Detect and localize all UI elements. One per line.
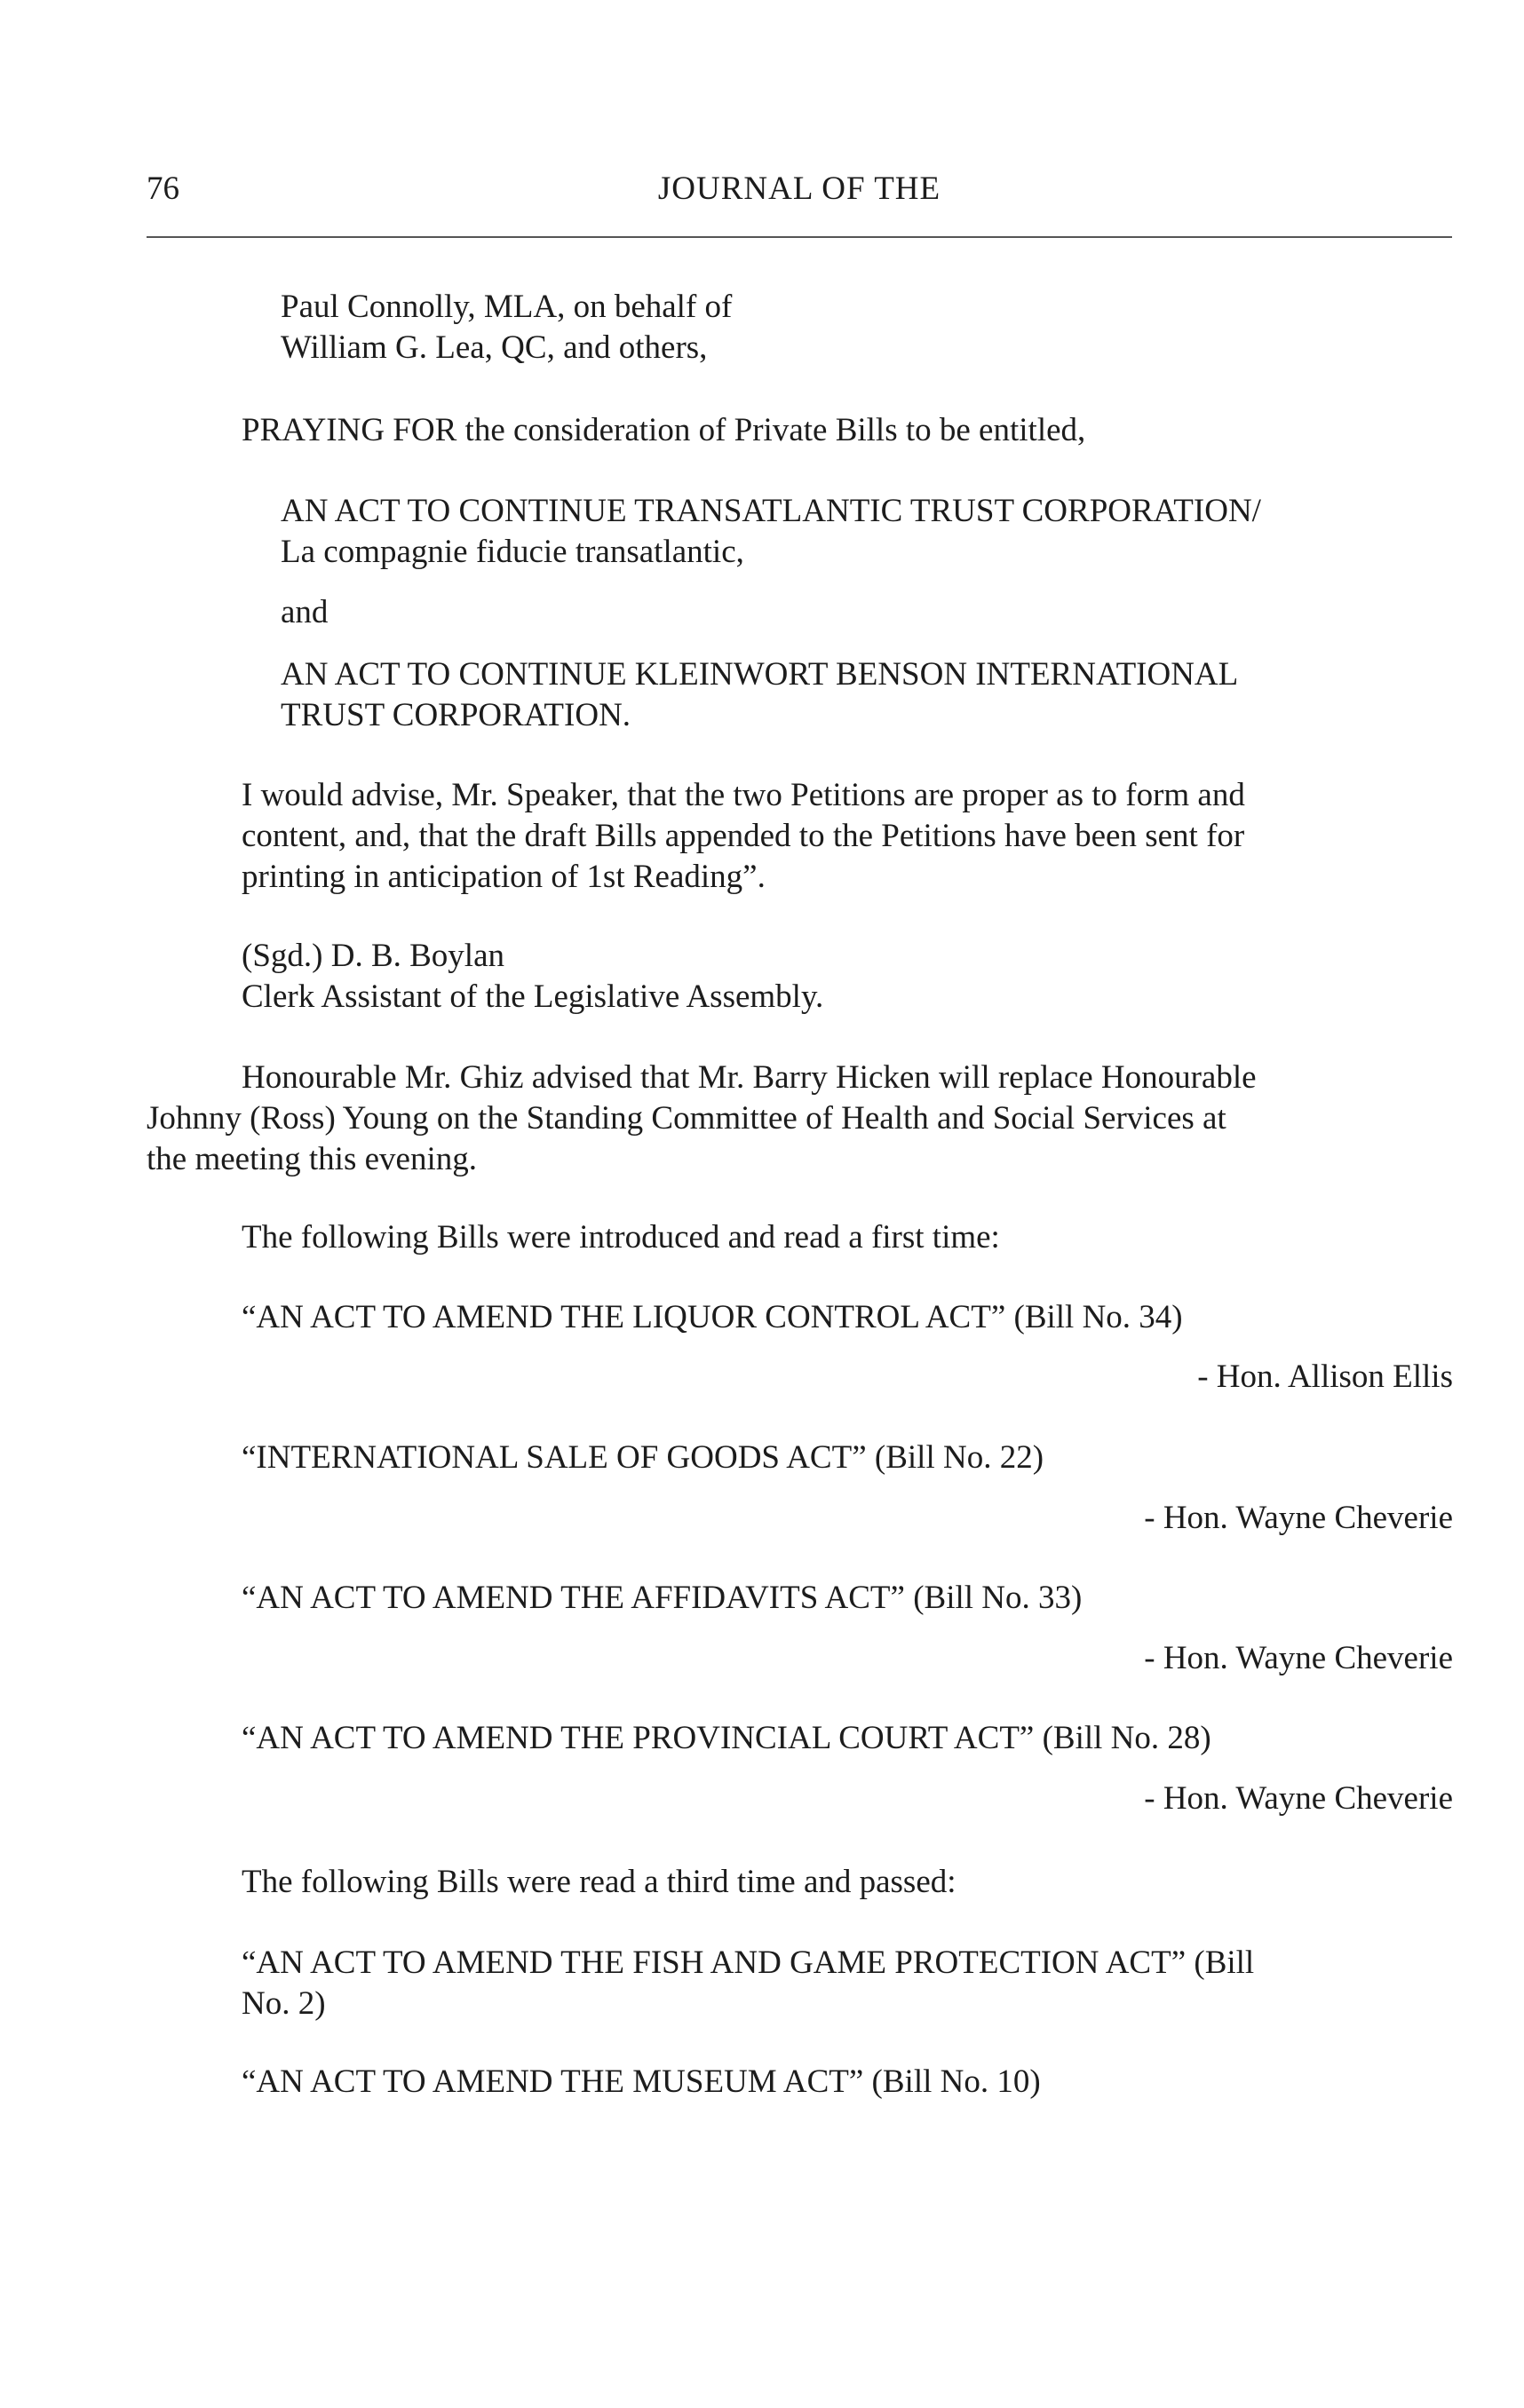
page-header xyxy=(147,167,1452,211)
act-title-block xyxy=(281,491,1453,573)
advise-paragraph: I would advise, Mr. Speaker, that the two Petitions are proper as to form and content, and, that the draft Bills appended to the Petitions have been sent for printing in anticipation of 1st Reading”. xyxy=(242,777,1245,895)
signature-title: Clerk Assistant of the Legislative Assembly. xyxy=(242,978,824,1015)
third-reading-intro: The following Bills were read a third time and passed: xyxy=(242,1864,956,1900)
bill-title: “AN ACT TO AMEND THE LIQUOR CONTROL ACT” (Bill No. 34) xyxy=(242,1299,1183,1335)
signature-name: (Sgd.) D. B. Boylan xyxy=(242,938,504,974)
and-text: and xyxy=(281,594,329,630)
bill-sponsor: - Hon. Wayne Cheverie xyxy=(1144,1640,1453,1676)
bill-title: “AN ACT TO AMEND THE AFFIDAVITS ACT” (Bill No. 33) xyxy=(242,1580,1083,1616)
act-title-line: AN ACT TO CONTINUE TRANSATLANTIC TRUST CORPORATION/ xyxy=(281,493,1261,529)
bill-sponsor: - Hon. Allison Ellis xyxy=(1197,1358,1453,1395)
running-head: JOURNAL OF THE xyxy=(657,170,941,207)
signature-block xyxy=(242,936,1130,1018)
bill-title: “INTERNATIONAL SALE OF GOODS ACT” (Bill No. 22) xyxy=(242,1439,1044,1476)
bill-title: “AN ACT TO AMEND THE FISH AND GAME PROTECTION ACT” (Bill No. 2) xyxy=(242,1945,1255,2022)
act-title-line: TRUST CORPORATION. xyxy=(281,697,631,733)
header-rule xyxy=(147,236,1452,238)
bill-sponsor: - Hon. Wayne Cheverie xyxy=(1144,1780,1453,1817)
page-number: 76 xyxy=(147,170,179,207)
petitioner-block xyxy=(281,287,1169,368)
petitioner-line: William G. Lea, QC, and others, xyxy=(281,329,708,366)
act-title-line: AN ACT TO CONTINUE KLEINWORT BENSON INTERNATIONAL xyxy=(281,656,1239,693)
first-reading-intro: The following Bills were introduced and read a first time: xyxy=(242,1219,1000,1255)
bill-title: “AN ACT TO AMEND THE PROVINCIAL COURT ACT” (Bill No. 28) xyxy=(242,1720,1211,1756)
praying-paragraph: PRAYING FOR the consideration of Private Bills to be entitled, xyxy=(242,412,1086,448)
replacement-paragraph: Honourable Mr. Ghiz advised that Mr. Barry Hicken will replace Honourable Johnny (Ross) Young on the Standing Committee of Health and Social Services at the meeting this evening. xyxy=(147,1059,1257,1177)
act-title-block xyxy=(281,654,1453,736)
petitioner-line: Paul Connolly, MLA, on behalf of xyxy=(281,289,733,325)
act-title-line: La compagnie fiducie transatlantic, xyxy=(281,534,744,570)
bill-sponsor: - Hon. Wayne Cheverie xyxy=(1144,1500,1453,1536)
bill-title: “AN ACT TO AMEND THE MUSEUM ACT” (Bill No. 10) xyxy=(242,2063,1041,2100)
